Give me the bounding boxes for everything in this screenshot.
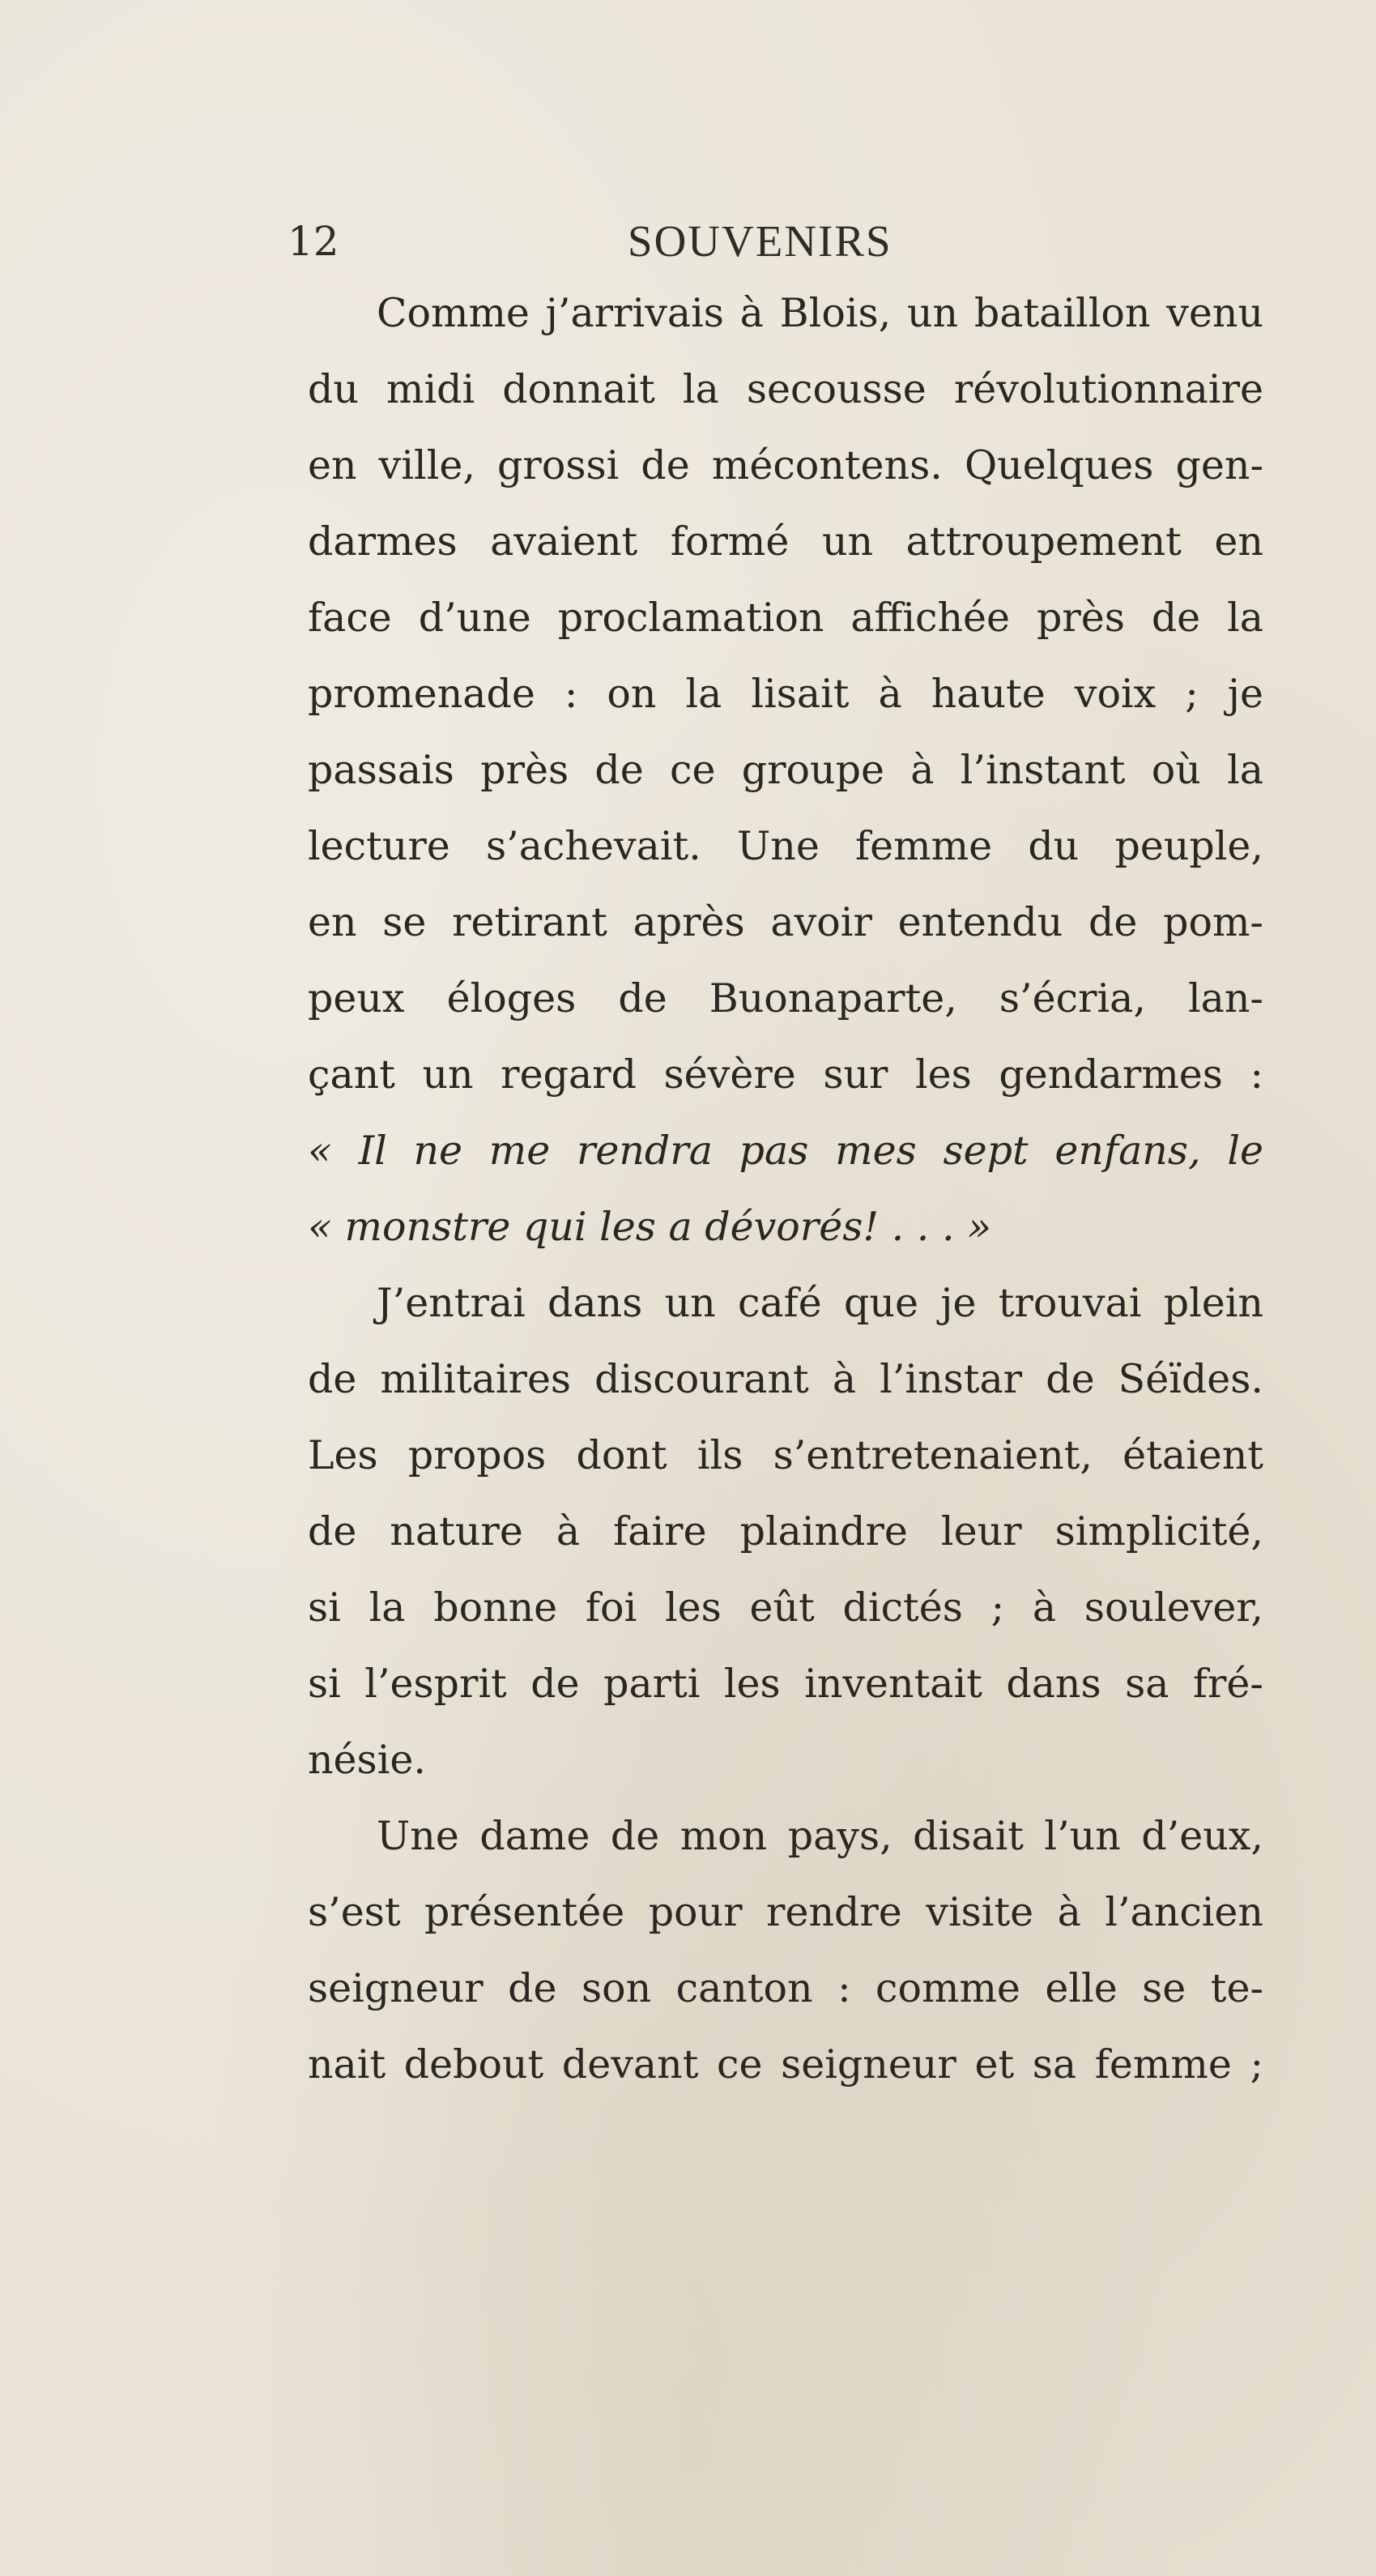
text-line: nait debout devant ce seigneur et sa femme ; bbox=[308, 2041, 1263, 2088]
text-line: s’est présentée pour rendre visite à l’ancien bbox=[308, 1889, 1263, 1935]
quote-line: « Il ne me rendra pas mes sept enfans, le bbox=[308, 1128, 1263, 1174]
text-line: si la bonne foi les eût dictés ; à soulever, bbox=[308, 1584, 1263, 1631]
text-line: face d’une proclamation affichée près de la bbox=[308, 595, 1263, 641]
page-number: 12 bbox=[288, 218, 339, 265]
text-line: J’entrai dans un café que je trouvai plein bbox=[377, 1280, 1263, 1326]
quote-line: « monstre qui les a dévorés! . . . » bbox=[308, 1204, 992, 1250]
text-line: promenade : on la lisait à haute voix ; je bbox=[308, 671, 1263, 717]
text-line: seigneur de son canton : comme elle se te- bbox=[308, 1965, 1263, 2011]
text-line: si l’esprit de parti les inventait dans sa fré- bbox=[308, 1661, 1263, 1707]
text-line: de nature à faire plaindre leur simplicité, bbox=[308, 1508, 1263, 1555]
text-line: Une dame de mon pays, disait l’un d’eux, bbox=[377, 1813, 1263, 1859]
body-text bbox=[308, 275, 1263, 2103]
text-line: lecture s’achevait. Une femme du peuple, bbox=[308, 823, 1263, 869]
text-line: de militaires discourant à l’instar de Séïdes. bbox=[308, 1356, 1263, 1402]
text-line: Les propos dont ils s’entretenaient, étaient bbox=[308, 1432, 1263, 1478]
text-line: çant un regard sévère sur les gendarmes : bbox=[308, 1051, 1263, 1098]
text-line: peux éloges de Buonaparte, s’écria, lan- bbox=[308, 975, 1263, 1021]
text-line: passais près de ce groupe à l’instant où la bbox=[308, 747, 1263, 793]
text-line: en ville, grossi de mécontens. Quelques gen- bbox=[308, 442, 1263, 488]
text-line: Comme j’arrivais à Blois, un bataillon venu bbox=[377, 290, 1263, 336]
text-line: en se retirant après avoir entendu de pom- bbox=[308, 899, 1263, 945]
text-line: nésie. bbox=[308, 1737, 426, 1783]
text-line: darmes avaient formé un attroupement en bbox=[308, 518, 1263, 565]
text-line: du midi donnait la secousse révolutionnaire bbox=[308, 366, 1263, 412]
running-head bbox=[0, 209, 1376, 274]
running-title: SOUVENIRS bbox=[628, 216, 892, 266]
